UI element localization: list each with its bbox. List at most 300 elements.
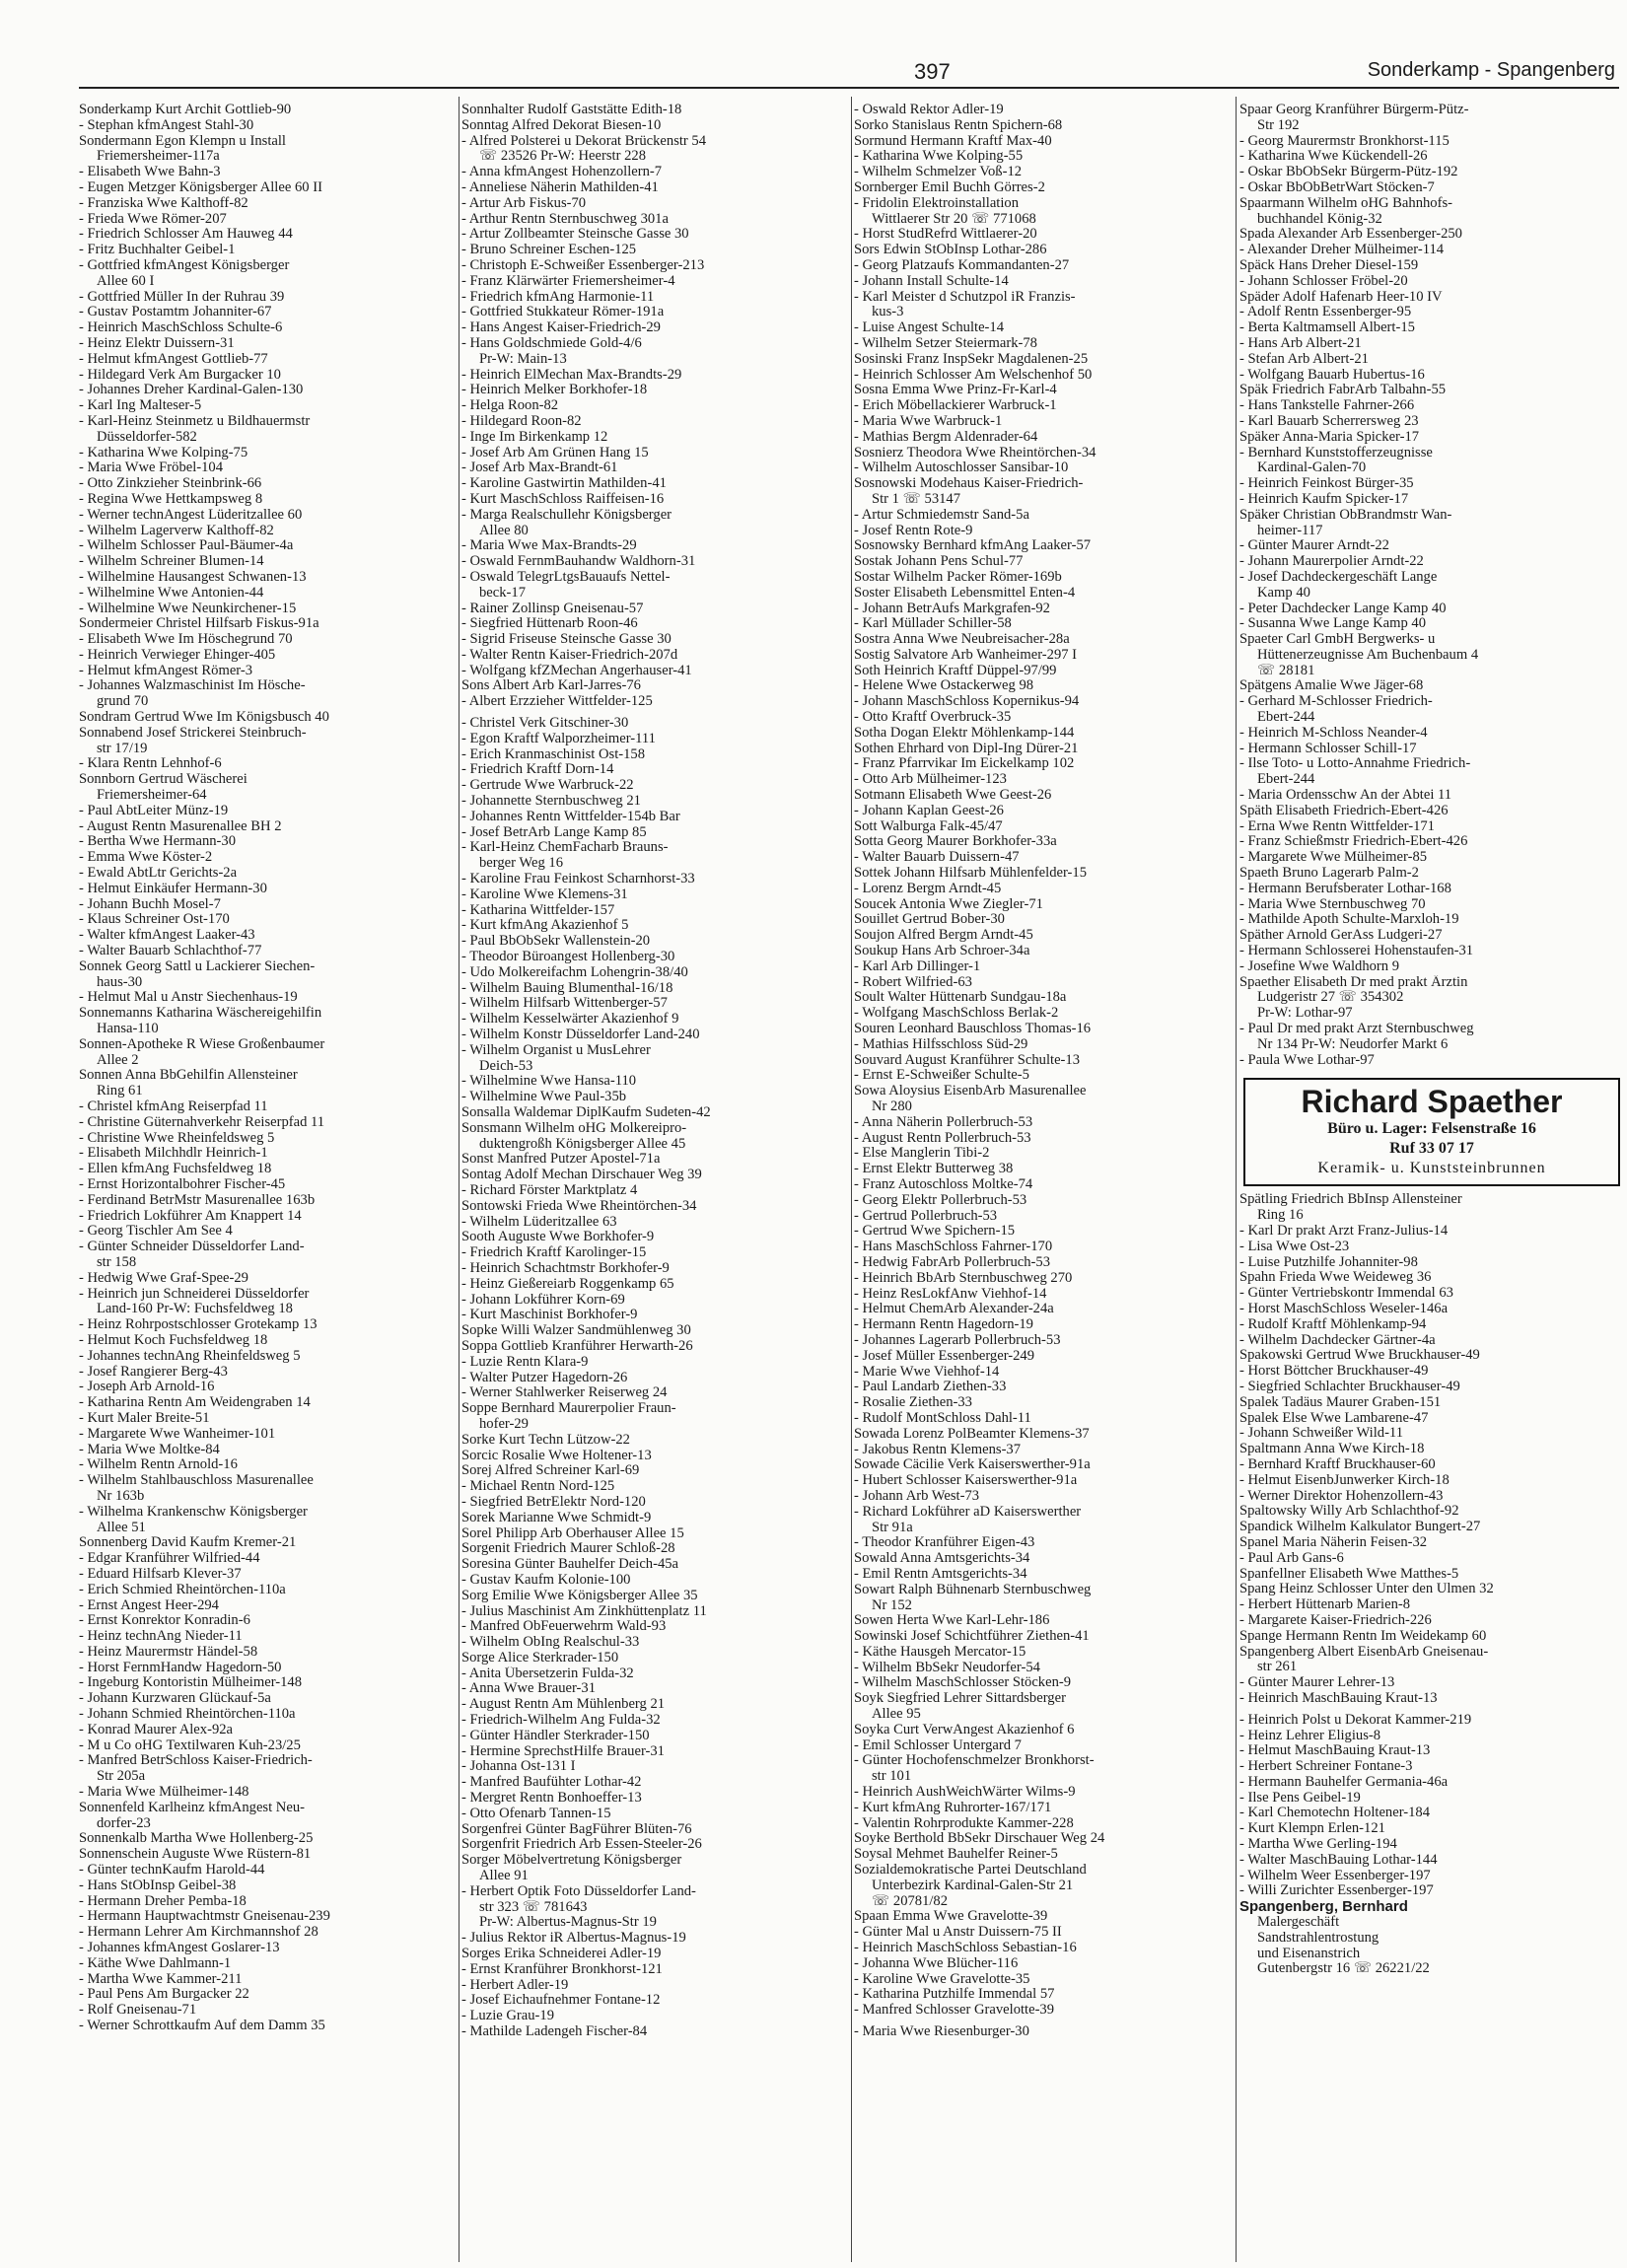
directory-entry: - Christel Verk Gitschiner-30 bbox=[461, 716, 629, 732]
directory-entry: - Berta Kaltmamsell Albert-15 bbox=[1239, 320, 1415, 336]
directory-entry: - Georg Elektr Pollerbruch-53 bbox=[854, 1192, 1027, 1208]
directory-entry: Spaeth Bruno Lagerarb Palm-2 bbox=[1239, 866, 1419, 882]
directory-entry: - Werner Stahlwerker Reiserweg 24 bbox=[461, 1385, 668, 1401]
column-4-listing-top bbox=[1239, 103, 1624, 1068]
directory-entry: Soult Walter Hüttenarb Sundgau-18a bbox=[854, 990, 1067, 1006]
directory-entry: Späder Adolf Hafenarb Heer-10 IV bbox=[1239, 289, 1443, 305]
column-4-listing-bottom bbox=[1239, 1192, 1624, 1899]
directory-entry: - Otto Kraftf Overbruck-35 bbox=[854, 710, 1012, 726]
directory-entry: Sonntag Alfred Dekorat Biesen-10 bbox=[461, 117, 662, 133]
directory-entry: Sorgenfrei Günter BagFührer Blüten-76 bbox=[461, 1821, 692, 1837]
directory-entry: Soujon Alfred Bergm Arndt-45 bbox=[854, 928, 1033, 944]
directory-entry: Sopke Willi Walzer Sandmühlenweg 30 bbox=[461, 1323, 691, 1339]
directory-entry: Sontag Adolf Mechan Dirschauer Weg 39 bbox=[461, 1168, 702, 1183]
directory-entry: - Karl Chemotechn Holtener-184 bbox=[1239, 1806, 1431, 1821]
directory-entry: - Jakobus Rentn Klemens-37 bbox=[854, 1442, 1022, 1457]
directory-entry: - Franz Schießmstr Friedrich-Ebert-426 bbox=[1239, 834, 1468, 850]
directory-entry: - Julius Rektor iR Albertus-Magnus-19 bbox=[461, 1931, 686, 1947]
directory-entry: - Herbert Schreiner Fontane-3 bbox=[1239, 1759, 1413, 1775]
directory-entry: - Heinrich Kaufm Spicker-17 bbox=[1239, 491, 1409, 507]
entry-continuation: Ebert-244 bbox=[1257, 710, 1315, 726]
directory-entry: - Georg Maurermstr Bronkhorst-115 bbox=[1239, 133, 1450, 149]
directory-entry: - Werner Direktor Hohenzollern-43 bbox=[1239, 1488, 1444, 1504]
business-entry bbox=[1239, 1899, 1624, 1977]
directory-entry: - Johann BetrAufs Markgrafen-92 bbox=[854, 601, 1050, 616]
advertisement-box bbox=[1243, 1078, 1620, 1186]
directory-entry: - Albert Erzzieher Wittfelder-125 bbox=[461, 694, 653, 710]
directory-entry: - Wilhelm Konstr Düsseldorfer Land-240 bbox=[461, 1028, 700, 1043]
directory-entry: - Heinz ResLokfAnw Viehhof-14 bbox=[854, 1286, 1047, 1302]
directory-entry: - Karl Meister d Schutzpol iR Franzis- bbox=[854, 289, 1076, 305]
directory-entry: - Else Manglerin Tibi-2 bbox=[854, 1146, 990, 1162]
directory-entry: - Helene Wwe Ostackerweg 98 bbox=[854, 678, 1034, 694]
directory-entry: Spanfellner Elisabeth Wwe Matthes-5 bbox=[1239, 1566, 1459, 1582]
directory-entry: - Hans Tankstelle Fahrner-266 bbox=[1239, 398, 1415, 414]
directory-entry: - Klaus Schreiner Ost-170 bbox=[79, 912, 230, 928]
directory-entry: Sotmann Elisabeth Wwe Geest-26 bbox=[854, 788, 1052, 804]
directory-entry: Sowada Lorenz PolBeamter Klemens-37 bbox=[854, 1426, 1090, 1442]
directory-entry: Soyka Curt VerwAngest Akazienhof 6 bbox=[854, 1722, 1075, 1737]
entry-continuation: Land-160 Pr-W: Fuchsfeldweg 18 bbox=[97, 1302, 293, 1317]
directory-entry: Sostak Johann Pens Schul-77 bbox=[854, 554, 1024, 570]
entry-continuation: haus-30 bbox=[97, 974, 143, 990]
directory-entry: - Siegfried BetrElektr Nord-120 bbox=[461, 1494, 646, 1510]
directory-entry: - Michael Rentn Nord-125 bbox=[461, 1479, 615, 1495]
directory-entry: - Heinrich Schachtmstr Borkhofer-9 bbox=[461, 1260, 670, 1276]
directory-entry: - Josef Rentn Rote-9 bbox=[854, 523, 973, 538]
directory-entry: - Rudolf Kraftf Möhlenkamp-94 bbox=[1239, 1316, 1427, 1332]
directory-entry: - Hubert Schlosser Kaiserswerther-91a bbox=[854, 1473, 1078, 1489]
directory-entry: - Ernst Konrektor Konradin-6 bbox=[79, 1613, 250, 1629]
directory-entry: - Helmut MaschBauing Kraut-13 bbox=[1239, 1743, 1431, 1759]
entry-continuation: str 158 bbox=[97, 1254, 137, 1270]
entry-continuation: Friemersheimer-117a bbox=[97, 149, 220, 165]
directory-entry: - Eduard Hilfsarb Klever-37 bbox=[79, 1566, 242, 1582]
directory-entry: - Hermann Rentn Hagedorn-19 bbox=[854, 1317, 1033, 1333]
directory-entry: - Klara Rentn Lehnhof-6 bbox=[79, 756, 222, 772]
directory-entry: - Heinrich MaschSchloss Sebastian-16 bbox=[854, 1941, 1077, 1956]
directory-entry: - Johann Schweißer Wild-11 bbox=[1239, 1426, 1403, 1442]
directory-entry: - Christine Wwe Rheinfeldsweg 5 bbox=[79, 1130, 275, 1146]
directory-entry: - Hermann Lehrer Am Kirchmannshof 28 bbox=[79, 1925, 318, 1941]
directory-entry: Sosna Emma Wwe Prinz-Fr-Karl-4 bbox=[854, 383, 1057, 398]
directory-entry: - Christel kfmAng Reiserpfad 11 bbox=[79, 1099, 268, 1114]
directory-entry: - Johann Install Schulte-14 bbox=[854, 273, 1009, 289]
directory-entry: - Wilhelm Organist u MusLehrer bbox=[461, 1042, 651, 1058]
directory-entry: - Wolfgang kfZMechan Angerhauser-41 bbox=[461, 663, 692, 678]
directory-entry: - Richard Lokführer aD Kaiserswerther bbox=[854, 1504, 1082, 1520]
directory-entry: - Johanna Ost-131 I bbox=[461, 1759, 576, 1775]
directory-entry: - Hermann Schlosserei Hohenstaufen-31 bbox=[1239, 944, 1474, 959]
directory-entry: - Rudolf MontSchloss Dahl-11 bbox=[854, 1410, 1031, 1426]
directory-entry: Sotha Dogan Elektr Möhlenkamp-144 bbox=[854, 725, 1075, 741]
directory-entry: - Paula Wwe Lothar-97 bbox=[1239, 1052, 1375, 1068]
directory-entry: Soresina Günter Bauhelfer Deich-45a bbox=[461, 1557, 679, 1573]
directory-entry: - Herbert Adler-19 bbox=[461, 1977, 569, 1993]
directory-entry: Sonnenkalb Martha Wwe Hollenberg-25 bbox=[79, 1831, 314, 1847]
directory-entry: - Emma Wwe Köster-2 bbox=[79, 850, 213, 866]
directory-entry: - Sigrid Friseuse Steinsche Gasse 30 bbox=[461, 632, 672, 648]
directory-entry: - Margarete Wwe Mülheimer-85 bbox=[1239, 850, 1428, 866]
directory-entry: - Gustav Postamtm Johanniter-67 bbox=[79, 305, 272, 320]
directory-entry: - Johann Kurzwaren Glückauf-5a bbox=[79, 1691, 271, 1707]
directory-entry: - Luzie Rentn Klara-9 bbox=[461, 1354, 589, 1370]
directory-entry: - Hans Angest Kaiser-Friedrich-29 bbox=[461, 320, 661, 336]
directory-entry: - Johannes Dreher Kardinal-Galen-130 bbox=[79, 383, 304, 398]
directory-entry: - Helmut kfmAngest Gottlieb-77 bbox=[79, 351, 268, 367]
directory-entry: Spätgens Amalie Wwe Jäger-68 bbox=[1239, 678, 1424, 694]
directory-entry: - Peter Dachdecker Lange Kamp 40 bbox=[1239, 601, 1447, 616]
directory-entry: - Herbert Optik Foto Düsseldorfer Land- bbox=[461, 1883, 696, 1899]
directory-entry: - Wilhelm Rentn Arnold-16 bbox=[79, 1457, 238, 1473]
directory-entry: - Wilhelmine Wwe Hansa-110 bbox=[461, 1074, 637, 1090]
directory-entry: - Elisabeth Milchhdlr Heinrich-1 bbox=[79, 1146, 268, 1162]
directory-entry: Spätling Friedrich BbInsp Allensteiner bbox=[1239, 1192, 1462, 1208]
directory-entry: - Richard Förster Marktplatz 4 bbox=[461, 1182, 638, 1198]
directory-entry: - Susanna Wwe Lange Kamp 40 bbox=[1239, 616, 1426, 632]
entry-continuation: berger Weg 16 bbox=[479, 856, 564, 872]
directory-entry: Sosnowski Modehaus Kaiser-Friedrich- bbox=[854, 476, 1084, 492]
directory-entry: Soyke Berthold BbSekr Dirschauer Weg 24 bbox=[854, 1831, 1105, 1847]
directory-entry: - Margarete Wwe Wanheimer-101 bbox=[79, 1426, 276, 1442]
entry-continuation: Allee 95 bbox=[872, 1707, 921, 1723]
directory-entry: - Erich Möbellackierer Warbruck-1 bbox=[854, 398, 1057, 414]
directory-entry: Späck Hans Dreher Diesel-159 bbox=[1239, 257, 1419, 273]
directory-entry: - Georg Platzaufs Kommandanten-27 bbox=[854, 257, 1070, 273]
entry-continuation: Hüttenerzeugnisse Am Buchenbaum 4 bbox=[1257, 647, 1479, 663]
directory-entry: - Helmut ChemArb Alexander-24a bbox=[854, 1302, 1054, 1317]
directory-entry: - Georg Tischler Am See 4 bbox=[79, 1224, 233, 1240]
directory-entry: - Edgar Kranführer Wilfried-44 bbox=[79, 1551, 260, 1567]
directory-entry: - Wolfgang Bauarb Hubertus-16 bbox=[1239, 367, 1425, 383]
entry-continuation: Str 205a bbox=[97, 1769, 146, 1785]
directory-entry: - Luise Putzhilfe Johanniter-98 bbox=[1239, 1254, 1418, 1270]
column-4 bbox=[1239, 103, 1624, 2260]
directory-entry: Sornberger Emil Buchh Görres-2 bbox=[854, 179, 1045, 195]
directory-entry: - Martha Wwe Gerling-194 bbox=[1239, 1837, 1397, 1853]
directory-entry: - Oswald TelegrLtgsBauaufs Nettel- bbox=[461, 569, 671, 585]
directory-entry: - Ellen kfmAng Fuchsfeldweg 18 bbox=[79, 1162, 272, 1177]
directory-entry: Sorek Marianne Wwe Schmidt-9 bbox=[461, 1510, 652, 1525]
directory-entry: - Heinrich BbArb Sternbuschweg 270 bbox=[854, 1270, 1073, 1286]
entry-continuation: Nr 152 bbox=[872, 1597, 912, 1613]
directory-entry: - Wilhelm BbSekr Neudorfer-54 bbox=[854, 1660, 1040, 1675]
directory-entry: - Julius Maschinist Am Zinkhüttenplatz 11 bbox=[461, 1603, 707, 1619]
directory-entry: Sonnemanns Katharina Wäschereigehilfin bbox=[79, 1006, 322, 1022]
directory-entry: - Heinrich M-Schloss Neander-4 bbox=[1239, 725, 1428, 741]
directory-entry: - Heinrich Feinkost Bürger-35 bbox=[1239, 476, 1414, 492]
directory-entry: Spahn Frieda Wwe Weideweg 36 bbox=[1239, 1270, 1432, 1286]
directory-entry: Sorcic Rosalie Wwe Holtener-13 bbox=[461, 1448, 652, 1463]
directory-entry: - Johanna Wwe Blücher-116 bbox=[854, 1955, 1019, 1971]
directory-entry: - Ferdinand BetrMstr Masurenallee 163b bbox=[79, 1192, 316, 1208]
directory-entry: Souvard August Kranführer Schulte-13 bbox=[854, 1052, 1080, 1068]
directory-entry: Sowart Ralph Bühnenarb Sternbuschweg bbox=[854, 1582, 1092, 1597]
directory-entry: - Karoline Wwe Gravelotte-35 bbox=[854, 1971, 1030, 1987]
directory-entry: - Christoph E-Schweißer Essenberger-213 bbox=[461, 257, 705, 273]
directory-entry: - Oswald FernmBauhandw Waldhorn-31 bbox=[461, 554, 696, 570]
directory-entry: - Fritz Buchhalter Geibel-1 bbox=[79, 243, 236, 258]
directory-entry: - Wilhelm MaschSchlosser Stöcken-9 bbox=[854, 1675, 1072, 1691]
directory-entry: - Karoline Frau Feinkost Scharnhorst-33 bbox=[461, 872, 695, 887]
directory-entry: - Paul Arb Gans-6 bbox=[1239, 1550, 1344, 1566]
directory-entry: Sontowski Frieda Wwe Rheintörchen-34 bbox=[461, 1198, 697, 1214]
directory-entry: Sosinski Franz InspSekr Magdalenen-25 bbox=[854, 351, 1089, 367]
column-divider bbox=[1236, 97, 1237, 2262]
directory-entry: - Paul Dr med prakt Arzt Sternbuschweg bbox=[1239, 1022, 1474, 1037]
directory-entry: Sostar Wilhelm Packer Römer-169b bbox=[854, 569, 1062, 585]
directory-entry: - Karl Arb Dillinger-1 bbox=[854, 958, 981, 974]
directory-entry: - Alexander Dreher Mülheimer-114 bbox=[1239, 243, 1445, 258]
directory-entry: - Helmut kfmAngest Römer-3 bbox=[79, 663, 253, 678]
directory-entry: - Paul BbObSekr Wallenstein-20 bbox=[461, 934, 651, 950]
directory-entry: - Hans Goldschmiede Gold-4/6 bbox=[461, 335, 642, 351]
directory-entry: - Wilhelm Bauing Blumenthal-16/18 bbox=[461, 980, 673, 996]
entry-continuation: Ludgeristr 27 ☏ 354302 bbox=[1257, 990, 1404, 1006]
ad-product: Keramik- u. Kunststeinbrunnen bbox=[1317, 1160, 1546, 1177]
directory-entry: - Günter Hochofenschmelzer Bronkhorst- bbox=[854, 1753, 1095, 1769]
directory-entry: - Maria Wwe Max-Brandts-29 bbox=[461, 538, 637, 554]
directory-entry: - Karl Bauarb Scherrersweg 23 bbox=[1239, 413, 1419, 429]
entry-continuation: Allee 2 bbox=[97, 1052, 139, 1068]
entry-continuation: Nr 134 Pr-W: Neudorfer Markt 6 bbox=[1257, 1036, 1449, 1052]
directory-entry: - Karoline Wwe Klemens-31 bbox=[461, 886, 628, 902]
directory-entry: - Katharina Wittfelder-157 bbox=[461, 902, 615, 918]
directory-entry: - Kurt Maler Breite-51 bbox=[79, 1410, 210, 1426]
directory-entry: - Johann Kaplan Geest-26 bbox=[854, 803, 1004, 818]
directory-entry: - Joseph Arb Arnold-16 bbox=[79, 1380, 215, 1395]
directory-entry: Spaltmann Anna Wwe Kirch-18 bbox=[1239, 1442, 1425, 1457]
directory-entry: - Hans StObInsp Geibel-38 bbox=[79, 1878, 237, 1893]
directory-entry: - Helmut Koch Fuchsfeldweg 18 bbox=[79, 1332, 268, 1348]
directory-entry: Spanel Maria Näherin Feisen-32 bbox=[1239, 1534, 1428, 1550]
directory-entry: - Otto Ofenarb Tannen-15 bbox=[461, 1806, 611, 1821]
page-number: 397 bbox=[914, 59, 951, 84]
directory-entry: - Marie Wwe Viehhof-14 bbox=[854, 1364, 1000, 1380]
directory-entry: - Artur Schmiedemstr Sand-5a bbox=[854, 507, 1029, 523]
directory-entry: - Walter Bauarb Schlachthof-77 bbox=[79, 944, 262, 959]
directory-entry: - Wilhelm Autoschlosser Sansibar-10 bbox=[854, 461, 1069, 476]
directory-entry: - Heinrich Melker Borkhofer-18 bbox=[461, 383, 648, 398]
directory-entry: - Maria Wwe Warbruck-1 bbox=[854, 413, 1003, 429]
directory-entry: Sostig Salvatore Arb Wanheimer-297 I bbox=[854, 647, 1078, 663]
entry-continuation: Hansa-110 bbox=[97, 1022, 159, 1037]
directory-entry: Sorge Alice Sterkrader-150 bbox=[461, 1650, 619, 1666]
directory-entry: - Manfred Baufühter Lothar-42 bbox=[461, 1775, 642, 1791]
directory-entry: - Josef Rangierer Berg-43 bbox=[79, 1364, 228, 1380]
directory-entry: - Wilhelmine Hausangest Schwanen-13 bbox=[79, 569, 307, 585]
directory-entry: Sons Albert Arb Karl-Jarres-76 bbox=[461, 678, 641, 694]
directory-entry: - Paul AbtLeiter Münz-19 bbox=[79, 803, 229, 818]
directory-entry: - Walter Rentn Kaiser-Friedrich-207d bbox=[461, 647, 678, 663]
directory-entry: - Wilhelmine Wwe Paul-35b bbox=[461, 1090, 627, 1105]
directory-entry: - Friedrich kfmAng Harmonie-11 bbox=[461, 289, 655, 305]
directory-entry: Sonnenberg David Kaufm Kremer-21 bbox=[79, 1535, 297, 1551]
entry-continuation: Friemersheimer-64 bbox=[97, 788, 207, 804]
directory-entry: - Josef Arb Max-Brandt-61 bbox=[461, 461, 618, 476]
directory-entry: - Johannes Rentn Wittfelder-154b Bar bbox=[461, 809, 680, 824]
directory-entry: - Josef BetrArb Lange Kamp 85 bbox=[461, 824, 647, 840]
entry-continuation: grund 70 bbox=[97, 694, 149, 710]
directory-entry: - Stephan kfmAngest Stahl-30 bbox=[79, 117, 254, 133]
directory-entry: - Hermann Dreher Pemba-18 bbox=[79, 1893, 247, 1909]
directory-entry: - Horst MaschSchloss Weseler-146a bbox=[1239, 1301, 1449, 1316]
entry-continuation: Pr-W: Lothar-97 bbox=[1257, 1006, 1353, 1022]
directory-entry: Sosnowsky Bernhard kfmAng Laaker-57 bbox=[854, 538, 1092, 554]
directory-entry: - Johann Maurerpolier Arndt-22 bbox=[1239, 554, 1424, 570]
directory-entry: - Adolf Rentn Essenberger-95 bbox=[1239, 305, 1412, 320]
directory-entry: - Robert Wilfried-63 bbox=[854, 974, 972, 990]
directory-entry: Späth Elisabeth Friedrich-Ebert-426 bbox=[1239, 803, 1449, 818]
directory-entry: - Wilhelm Schlosser Paul-Bäumer-4a bbox=[79, 538, 294, 554]
entry-continuation: Pr-W: Main-13 bbox=[479, 351, 567, 367]
directory-entry: - Bertha Wwe Hermann-30 bbox=[79, 834, 236, 850]
directory-entry: - Hans Arb Albert-21 bbox=[1239, 335, 1362, 351]
directory-entry: - Maria Wwe Moltke-84 bbox=[79, 1442, 220, 1457]
directory-entry: - Franz Pfarrvikar Im Eickelkamp 102 bbox=[854, 756, 1075, 772]
directory-entry: Sothen Ehrhard von Dipl-Ing Dürer-21 bbox=[854, 741, 1079, 756]
directory-entry: - Wilhelma Krankenschw Königsberger bbox=[79, 1504, 308, 1520]
directory-entry: Späker Anna-Maria Spicker-17 bbox=[1239, 429, 1420, 445]
directory-entry: - Horst Böttcher Bruckhauser-49 bbox=[1239, 1364, 1429, 1380]
directory-entry: - Kurt kfmAng Ruhrorter-167/171 bbox=[854, 1800, 1052, 1815]
directory-entry: - Wilhelm ObIng Realschul-33 bbox=[461, 1635, 640, 1651]
entry-continuation: heimer-117 bbox=[1257, 523, 1323, 538]
directory-entry: Spaltowsky Willy Arb Schlachthof-92 bbox=[1239, 1504, 1459, 1520]
directory-entry: - Friedrich Lokführer Am Knappert 14 bbox=[79, 1208, 302, 1224]
directory-entry: Sorko Stanislaus Rentn Spichern-68 bbox=[854, 117, 1063, 133]
directory-entry: Sozialdemokratische Partei Deutschland bbox=[854, 1863, 1087, 1878]
directory-entry: - Erich Schmied Rheintörchen-110a bbox=[79, 1582, 286, 1597]
directory-entry: - Valentin Rohrprodukte Kammer-228 bbox=[854, 1815, 1074, 1831]
directory-entry: Soster Elisabeth Lebensmittel Enten-4 bbox=[854, 585, 1076, 601]
directory-entry: - Bruno Schreiner Eschen-125 bbox=[461, 243, 637, 258]
directory-entry: - Wilhelm Kesselwärter Akazienhof 9 bbox=[461, 1012, 679, 1028]
entry-continuation: str 17/19 bbox=[97, 741, 148, 756]
directory-entry: - Gottfried Stukkateur Römer-191a bbox=[461, 305, 665, 320]
directory-entry: - Hildegard Verk Am Burgacker 10 bbox=[79, 367, 281, 383]
directory-entry: - Lorenz Bergm Arndt-45 bbox=[854, 881, 1002, 896]
entry-continuation: Allee 80 bbox=[479, 523, 529, 538]
directory-entry: - Helmut Einkäufer Hermann-30 bbox=[79, 881, 267, 896]
directory-entry: Gutenbergstr 16 ☏ 26221/22 bbox=[1257, 1961, 1430, 1977]
directory-entry: - Wilhelm Schreiner Blumen-14 bbox=[79, 554, 264, 570]
directory-entry: - Herbert Hüttenarb Marien-8 bbox=[1239, 1597, 1411, 1613]
directory-entry: Spalek Tadäus Maurer Graben-151 bbox=[1239, 1394, 1442, 1410]
directory-entry: - Wilhelm Setzer Steiermark-78 bbox=[854, 335, 1037, 351]
directory-entry: - Luise Angest Schulte-14 bbox=[854, 320, 1004, 336]
directory-entry: - Karl Dr prakt Arzt Franz-Julius-14 bbox=[1239, 1224, 1449, 1239]
directory-entry: Spakowski Gertrud Wwe Bruckhauser-49 bbox=[1239, 1348, 1480, 1364]
directory-entry: Sonnek Georg Sattl u Lackierer Siechen- bbox=[79, 958, 316, 974]
directory-entry: - Walter Putzer Hagedorn-26 bbox=[461, 1370, 628, 1385]
directory-entry: Spaarmann Wilhelm oHG Bahnhofs- bbox=[1239, 195, 1452, 211]
directory-entry: - Mathias Hilfsschloss Süd-29 bbox=[854, 1036, 1028, 1052]
entry-continuation: buchhandel König-32 bbox=[1257, 211, 1382, 227]
directory-entry: - Heinz technAng Nieder-11 bbox=[79, 1629, 243, 1645]
directory-entry: - Johann MaschSchloss Kopernikus-94 bbox=[854, 694, 1080, 710]
entry-continuation: Pr-W: Albertus-Magnus-Str 19 bbox=[479, 1915, 657, 1931]
directory-entry: - Karl-Heinz Steinmetz u Bildhauermstr bbox=[79, 413, 311, 429]
directory-entry: - Walter Bauarb Duissern-47 bbox=[854, 850, 1020, 866]
directory-entry: Sowald Anna Amtsgerichts-34 bbox=[854, 1551, 1030, 1567]
business-details bbox=[1239, 1915, 1624, 1977]
directory-entry: - Günter Mal u Anstr Duissern-75 II bbox=[854, 1925, 1062, 1941]
directory-entry: - Johann Lokführer Korn-69 bbox=[461, 1292, 625, 1308]
entry-continuation: kus-3 bbox=[872, 305, 904, 320]
directory-entry: - Heinrich Polst u Dekorat Kammer-219 bbox=[1239, 1712, 1472, 1728]
directory-entry: - Hermann Berufsberater Lothar-168 bbox=[1239, 881, 1451, 896]
directory-entry: - Fridolin Elektroinstallation bbox=[854, 195, 1019, 211]
directory-entry: - Theodor Kranführer Eigen-43 bbox=[854, 1535, 1035, 1551]
directory-entry: - Christine Güternahverkehr Reiserpfad 11 bbox=[79, 1114, 325, 1130]
directory-entry: - Wilhelmine Wwe Antonien-44 bbox=[79, 585, 264, 601]
entry-continuation: Unterbezirk Kardinal-Galen-Str 21 bbox=[872, 1878, 1074, 1893]
directory-entry: - Heinrich Verwieger Ehinger-405 bbox=[79, 647, 276, 663]
entry-continuation: hofer-29 bbox=[479, 1416, 529, 1432]
directory-entry: Sorg Emilie Wwe Königsberger Allee 35 bbox=[461, 1588, 698, 1603]
entry-continuation: beck-17 bbox=[479, 585, 527, 601]
ad-address: Büro u. Lager: Felsenstraße 16 bbox=[1327, 1120, 1536, 1138]
directory-entry: - Friedrich Schlosser Am Hauweg 44 bbox=[79, 227, 293, 243]
directory-entry: - Wilhelm Stahlbauschloss Masurenallee bbox=[79, 1473, 314, 1489]
directory-entry: - Wilhelmine Wwe Neunkirchener-15 bbox=[79, 601, 297, 616]
directory-entry: - Ingeburg Kontoristin Mülheimer-148 bbox=[79, 1675, 303, 1691]
directory-entry: - Karl-Heinz ChemFacharb Brauns- bbox=[461, 840, 669, 856]
directory-entry: - Emil Schlosser Untergard 7 bbox=[854, 1737, 1022, 1753]
directory-entry: - Otto Arb Mülheimer-123 bbox=[854, 772, 1007, 788]
directory-entry: - Theodor Büroangest Hollenberg-30 bbox=[461, 950, 675, 965]
directory-entry: - Johannes Walzmaschinist Im Hösche- bbox=[79, 678, 306, 694]
directory-entry: - Gertrud Pollerbruch-53 bbox=[854, 1208, 998, 1224]
directory-entry: Sowen Herta Wwe Karl-Lehr-186 bbox=[854, 1613, 1050, 1629]
directory-entry: - Wilhelm Schmelzer Voß-12 bbox=[854, 165, 1023, 180]
directory-entry: - Heinz Maurermstr Händel-58 bbox=[79, 1644, 258, 1660]
directory-entry: - Paul Pens Am Burgacker 22 bbox=[79, 1987, 249, 2003]
directory-entry: Späker Christian ObBrandmstr Wan- bbox=[1239, 507, 1452, 523]
directory-entry: Sors Edwin StObInsp Lothar-286 bbox=[854, 243, 1047, 258]
directory-entry: - Ilse Toto- u Lotto-Annahme Friedrich- bbox=[1239, 756, 1471, 772]
directory-entry: - Alfred Polsterei u Dekorat Brückenstr 54 bbox=[461, 133, 707, 149]
directory-entry: - Ernst Kranführer Bronkhorst-121 bbox=[461, 1961, 663, 1977]
directory-entry: - Oswald Rektor Adler-19 bbox=[854, 103, 1004, 117]
directory-entry: - Hermann Bauhelfer Germania-46a bbox=[1239, 1774, 1449, 1790]
directory-entry: Soppa Gottlieb Kranführer Herwarth-26 bbox=[461, 1338, 693, 1354]
entry-continuation: Ebert-244 bbox=[1257, 772, 1315, 788]
entry-continuation: Nr 163b bbox=[97, 1488, 145, 1504]
directory-entry: - Ernst Horizontalbohrer Fischer-45 bbox=[79, 1176, 286, 1192]
directory-entry: Sorgenit Friedrich Maurer Schloß-28 bbox=[461, 1541, 675, 1557]
entry-continuation: Nr 280 bbox=[872, 1099, 912, 1114]
directory-entry: Sonderkamp Kurt Archit Gottlieb-90 bbox=[79, 103, 292, 117]
entry-continuation: Wittlaerer Str 20 ☏ 771068 bbox=[872, 211, 1036, 227]
directory-entry: - Günter Vertriebskontr Immendal 63 bbox=[1239, 1286, 1453, 1302]
directory-entry: - Egon Kraftf Walporzheimer-111 bbox=[461, 731, 656, 746]
directory-entry: - Werner Schrottkaufm Auf dem Damm 35 bbox=[79, 2019, 325, 2034]
entry-continuation: Kamp 40 bbox=[1257, 585, 1310, 601]
directory-entry: - Heinrich AushWeichWärter Wilms-9 bbox=[854, 1785, 1076, 1801]
directory-entry: - Helmut Mal u Anstr Siechenhaus-19 bbox=[79, 990, 298, 1006]
directory-entry: - Heinz Rohrpostschlosser Grotekamp 13 bbox=[79, 1317, 318, 1333]
directory-entry: - Kurt MaschSchloss Raiffeisen-16 bbox=[461, 491, 665, 507]
directory-entry: - Katharina Wwe Kückendell-26 bbox=[1239, 149, 1428, 165]
directory-entry: - Josef Dachdeckergeschäft Lange bbox=[1239, 569, 1438, 585]
directory-entry: - Günter Händler Sterkrader-150 bbox=[461, 1728, 650, 1743]
directory-entry: - Elisabeth Wwe Bahn-3 bbox=[79, 165, 221, 180]
directory-entry: Sonnenfeld Karlheinz kfmAngest Neu- bbox=[79, 1800, 305, 1815]
directory-entry: - M u Co oHG Textilwaren Kuh-23/25 bbox=[79, 1737, 301, 1753]
directory-entry: - Ernst Elektr Butterweg 38 bbox=[854, 1162, 1014, 1177]
